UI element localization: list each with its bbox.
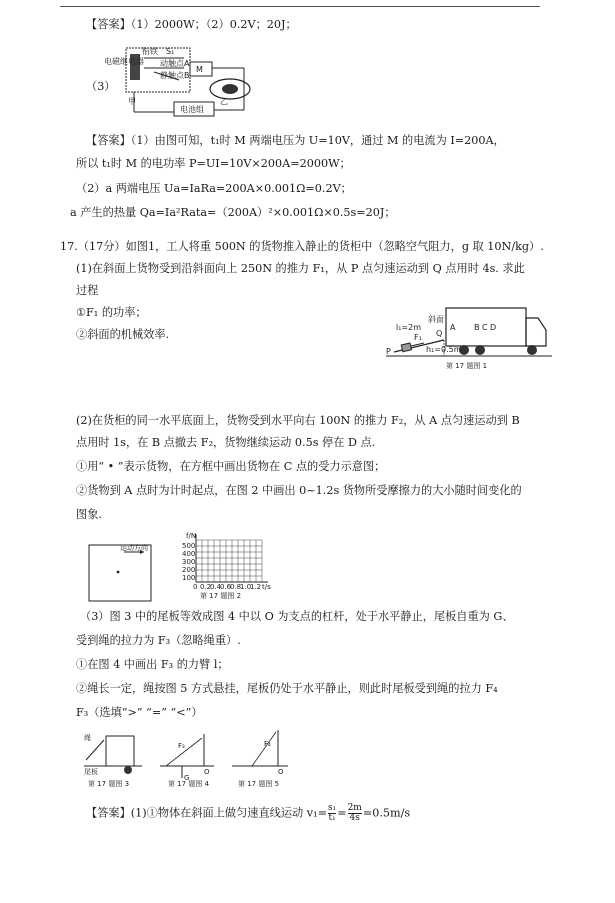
label-o-5: O xyxy=(278,768,284,776)
question-17-part1: (1)在斜面上货物受到沿斜面向上 250N 的推力 F₁，从 P 点匀速运动到 Q 点用时 4s. 求此 xyxy=(76,262,525,275)
fig3-number: （3） xyxy=(86,80,116,93)
answer-final-suffix: =0.5m/s xyxy=(362,806,411,820)
graph-xtick-0-8: 0.8 xyxy=(230,583,242,591)
label-p: P xyxy=(386,347,391,356)
label-incline: 斜面 xyxy=(428,315,444,324)
label-contact-a: 动触点A xyxy=(160,59,190,68)
top-rule xyxy=(60,6,540,7)
fig4-caption: 第 17 题图 4 xyxy=(168,780,210,788)
question-17-part2-cont: 点用时 1s，在 B 点撤去 F₂，货物继续运动 0.5s 停在 D 点. xyxy=(76,436,376,449)
answer-line-4: a 产生的热量 Qa=Ia²Rata=（200A）²×0.001Ω×0.5s=20J； xyxy=(70,206,396,219)
label-height: h₁=0.5m xyxy=(426,345,462,354)
label-yi: 乙 xyxy=(220,97,228,106)
answer-final: 【答案】(1)①物体在斜面上做匀速直线运动 v₁= $\frac{\text{s₁}}{\text{t₁}}$ = $\frac{2m}{4s}$ =0.5m/s xyxy=(86,803,411,823)
graph-ytick-100: 100 xyxy=(182,574,196,582)
label-g: G xyxy=(184,774,190,782)
graph-ytick-500: 500 xyxy=(182,542,196,550)
graph-ytick-400: 400 xyxy=(182,550,196,558)
label-f3: F₃ xyxy=(178,742,185,750)
label-relay: 电磁继电器 xyxy=(104,57,144,66)
friction-graph[interactable] xyxy=(176,532,276,600)
graph-xtick-0-6: 0.6 xyxy=(220,583,232,591)
label-d: D xyxy=(490,323,497,332)
question-17-part3-sub2: ②绳长一定，绳按图 5 方式悬挂，尾板仍处于水平静止，则此时尾板受到绳的拉力 F₄ xyxy=(76,682,498,695)
question-17-part1-cont: 过程 xyxy=(76,284,99,297)
label-rope: 绳 xyxy=(84,734,91,742)
answer-top: 【答案】（1）2000W；（2）0.2V；20J； xyxy=(86,18,297,31)
graph-xlabel: t/s xyxy=(262,583,271,591)
graph-xtick-0: 0 xyxy=(193,583,198,591)
label-s1: S₁ xyxy=(166,47,175,56)
question-17-part3: （3）图 3 中的尾板等效成图 4 中以 O 为支点的杠杆，处于水平静止，尾板自重为 G、 xyxy=(80,610,514,623)
graph-ytick-200: 200 xyxy=(182,566,196,574)
label-tailgate: 尾板 xyxy=(84,768,98,776)
label-b: B xyxy=(474,323,480,332)
question-17-part2: (2)在货柜的同一水平底面上，货物受到水平向右 100N 的推力 F₂，从 A 点匀速运动到 B xyxy=(76,414,520,427)
fig1-caption: 第 17 题图 1 xyxy=(446,362,488,370)
label-battery: 电池组 xyxy=(180,105,204,114)
tailgate-figures xyxy=(82,726,292,792)
label-contact-b: 静触点B xyxy=(160,71,190,80)
label-armature: 衔铁 xyxy=(142,47,158,56)
motor-figure xyxy=(206,76,254,102)
label-f4: F₄ xyxy=(264,740,271,748)
box-direction-label: 运动方向 xyxy=(120,544,148,552)
label-a: A xyxy=(450,323,456,332)
label-q: Q xyxy=(436,329,443,338)
graph-xtick-1-0: 1.0 xyxy=(240,583,252,591)
answer-line-2: 所以 t₁时 M 的电功率 P=UI=10V×200A=2000W； xyxy=(76,157,351,170)
question-17-part3-sub2-cont: F₃（选填“>” “=” “<”） xyxy=(76,706,203,719)
label-jia: 甲 xyxy=(128,97,136,106)
label-f1: F₁ xyxy=(414,333,422,342)
graph-ytick-300: 300 xyxy=(182,558,196,566)
label-m: M xyxy=(196,65,203,74)
answer-line-3: （2）a 两端电压 Ua=IaRa=200A×0.001Ω=0.2V； xyxy=(76,182,352,195)
question-17-part3-cont: 受到绳的拉力为 F₃（忽略绳重）. xyxy=(76,634,241,647)
graph-xtick-0-4: 0.4 xyxy=(210,583,222,591)
graph-xtick-0-2: 0.2 xyxy=(200,583,212,591)
graph-xtick-1-2: 1.2 xyxy=(250,583,262,591)
label-c: C xyxy=(482,323,488,332)
fraction-s1-t1: $\frac{\text{s₁}}{\text{t₁}}$ xyxy=(327,803,337,823)
answer-line-1: 【答案】（1）由图可知，t₁时 M 两端电压为 U=10V，通过 M 的电流为 I=200A， xyxy=(86,134,505,147)
force-diagram-box[interactable] xyxy=(88,544,152,602)
fig2-caption: 第 17 题图 2 xyxy=(200,592,242,600)
question-17-part2-sub1: ①用“ • ”表示货物，在方框中画出货物在 C 点的受力示意图； xyxy=(76,460,386,473)
label-o-4: O xyxy=(204,768,210,776)
label-length: l₁=2m xyxy=(396,323,422,332)
fig5-caption: 第 17 题图 5 xyxy=(238,780,280,788)
question-17-stem: 17.（17分）如图1，工人将重 500N 的货物推入静止的货柜中（忽略空气阻力，g 取 10N/kg）. xyxy=(60,240,544,253)
graph-ylabel: f/N xyxy=(186,532,197,540)
question-17-sub1: ①F₁ 的功率； xyxy=(76,306,147,319)
ramp-truck-figure xyxy=(384,300,554,372)
fig3-caption: 第 17 题图 3 xyxy=(88,780,130,788)
answer-final-prefix: 【答案】(1)①物体在斜面上做匀速直线运动 v₁= xyxy=(86,806,327,820)
question-17-part3-sub1: ①在图 4 中画出 F₃ 的力臂 l； xyxy=(76,658,229,671)
question-17-part2-sub2: ②货物到 A 点时为计时起点，在图 2 中画出 0~1.2s 货物所受摩擦力的大小随时间变化的 xyxy=(76,484,522,497)
question-17-part2-sub2-cont: 图象. xyxy=(76,508,102,521)
fraction-2m-4s: $\frac{2m}{4s}$ xyxy=(347,803,362,823)
question-17-sub2: ②斜面的机械效率. xyxy=(76,328,170,341)
